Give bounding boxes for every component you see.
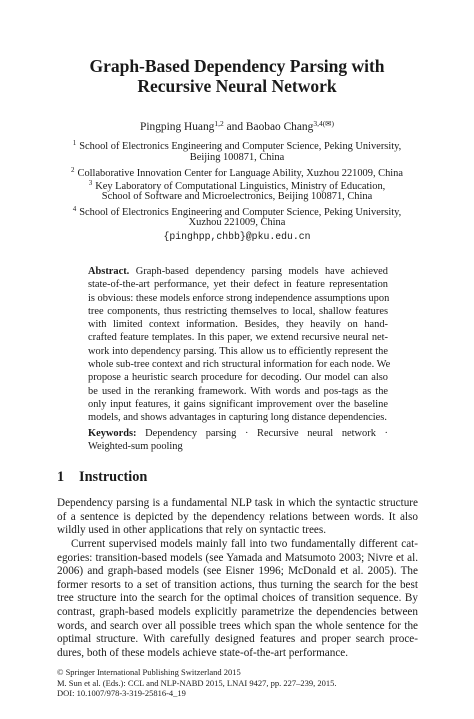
body-line: 2006) and graph-based models (see Eisner 1996; McDonald et al. 2005). The [57, 565, 418, 578]
body-line: contrast, graph-based models explicitly parametrize the dependencies between [57, 605, 418, 618]
abstract-label: Abstract. [88, 266, 130, 277]
abstract-line: state-of-the-art performance, yet their defect in feature representation [88, 279, 388, 291]
author-affiliation-mark: 1,2 [214, 119, 224, 128]
section-number: 1 [57, 469, 65, 485]
affiliation-line [0, 216, 474, 230]
body-line: egories: transition-based models (see Yamada and Matsumoto 2003; Nivre et al. [57, 551, 418, 564]
section-heading [57, 469, 147, 486]
affiliation-number: 2 [71, 166, 75, 174]
keywords-text: Dependency parsing · Recursive neural network · [145, 428, 388, 439]
author-email[interactable]: {pinghpp,chbb}@pku.edu.cn [163, 231, 311, 242]
abstract-text: Graph-based dependency parsing models have achieved [135, 266, 388, 277]
author-line [0, 117, 474, 134]
paragraph-2 [57, 538, 418, 660]
abstract [88, 265, 391, 425]
body-line: of a sentence is depicted by the dependency relations between words. It also [57, 510, 418, 523]
body-line: Current supervised models mainly fall into two fundamentally different cat- [71, 538, 418, 550]
author-name: Pingping Huang [140, 121, 215, 133]
affiliation-text: Collaborative Innovation Center for Language Ability, Xuzhou 221009, China [77, 168, 403, 179]
body-line: words, and search over all possible trees which span the whole sentence for the [57, 619, 418, 632]
abstract-line: whole sub-tree context and rich structural information for each node. We [88, 359, 391, 371]
paper-title-line-2: Recursive Neural Network [137, 76, 337, 96]
affiliation-number: 3 [88, 179, 93, 187]
abstract-line: with limited context information. Besides, they heavily on hand- [88, 319, 388, 331]
affiliation-number: 4 [72, 205, 77, 213]
body-line: tree structure into the search for the optimal choices of transition sequence. By [57, 592, 418, 605]
keywords [88, 427, 388, 454]
affiliation-text: Xuzhou 221009, China [188, 217, 286, 228]
abstract-line: propose a heuristic search procedure for decoding. Our model can also [88, 372, 388, 384]
abstract-line [88, 265, 388, 278]
section-title: Instruction [79, 469, 148, 485]
affiliation-text: Key Laboratory of Computational Linguistics, Ministry of Education, [95, 181, 386, 192]
abstract-line: is obvious: these models enforce strong independence assumptions upon [88, 292, 390, 304]
abstract-line: crafted feature templates. In this paper, we extend recursive neural net- [88, 332, 388, 344]
author-conjunction: and [226, 121, 244, 133]
body-line: former resorts to a set of transition actions, thus turning the search for the best [57, 578, 418, 591]
keywords-line [88, 427, 388, 440]
author-name: Baobao Chang [245, 121, 314, 133]
affiliation-text: Beijing 100871, China [189, 152, 285, 163]
paragraph-1 [57, 497, 418, 538]
copyright-line: © Springer International Publishing Switzerland 2015 [57, 667, 241, 677]
affiliation-text: School of Electronics Engineering and Computer Science, Peking University, [79, 207, 402, 218]
affiliation-number: 1 [72, 139, 77, 147]
body-line: optimal structure. With carefully designed features and proper search proce- [57, 633, 418, 646]
affiliation-line [0, 190, 474, 204]
author-affiliation-mark: 3,4(✉) [313, 119, 334, 128]
body-line: dures, both of these models achieve state-of-the-art performance. [57, 646, 349, 659]
keywords-line: Weighted-sum pooling [88, 441, 183, 453]
affiliation-line [0, 151, 474, 165]
body-line: wildly used in other applications that rely on syntactic trees. [57, 524, 327, 537]
affiliation-text: School of Electronics Engineering and Computer Science, Peking University, [79, 141, 402, 152]
abstract-line: only input features, it gains significant improvement over the baseline [88, 398, 388, 410]
abstract-line: models, and shows advantages in capturing long distance dependencies. [88, 412, 387, 424]
abstract-line: tree components, thus restricting themselves to local, shallow features [88, 305, 388, 317]
citation-line: M. Sun et al. (Eds.): CCL and NLP-NABD 2015, LNAI 9427, pp. 227–239, 2015. [57, 677, 337, 688]
doi-line: DOI: 10.1007/978-3-319-25816-4_19 [57, 688, 186, 698]
copyright-footer [57, 667, 437, 699]
paper-title-line-1: Graph-Based Dependency Parsing with [89, 56, 385, 76]
abstract-line: work into dependency parsing. This allow us to efficiently represent the [88, 345, 388, 357]
body-line: Dependency parsing is a fundamental NLP task in which the syntactic structure [57, 497, 418, 509]
affiliation-text: School of Software and Microelectronics, Beijing 100871, China [101, 191, 373, 202]
abstract-line: be used in the reranking framework. With words and pos-tags as the [88, 385, 388, 397]
keywords-label: Keywords: [88, 428, 137, 439]
